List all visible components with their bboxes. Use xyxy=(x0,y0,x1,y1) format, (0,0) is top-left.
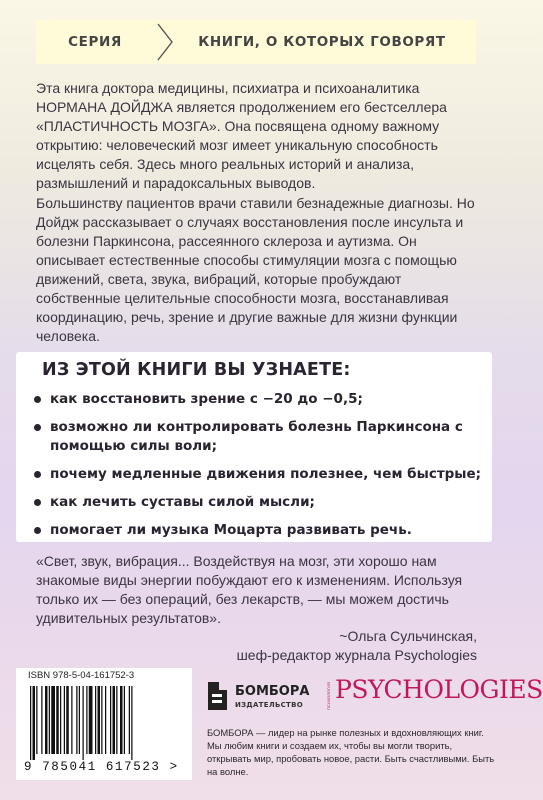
publisher-subtitle: ИЗДАТЕЛЬСТВО xyxy=(235,701,303,709)
publisher-name: БОМБОРА xyxy=(235,684,310,699)
series-label: СЕРИЯ xyxy=(68,34,122,50)
series-name: КНИГИ, О КОТОРЫХ ГОВОРЯТ xyxy=(198,34,446,50)
publisher-about: БОМБОРА — лидер на рынке полезных и вдохновляющих книг. Мы любим книги и создаем их, чтобы вы могли творить, открывать мир, пробовать новое, расти. Быть счастливыми. Быть на волне. xyxy=(207,727,495,777)
intro-paragraph-1: Эта книга доктора медицины, психиатра и психоаналитика НОРМАНА ДОЙДЖА является продолжением его бестселлера «ПЛАСТИЧНОСТЬ МОЗГА». Она посвящена одному важному открытию: человеческий мозг имеет уникальную способность исцелять себя. Здесь много реальных историй и анализа, размышлений и парадоксальных выводов. xyxy=(36,80,447,191)
chevron-right-icon xyxy=(154,20,176,64)
series-banner xyxy=(36,20,476,64)
review-quote: «Свет, звук, вибрация... Воздействуя на мозг, эти хорошо нам знакомые виды энергии побуждают его к изменениям. Используя только их — без операций, без лекарств, — мы можем достичь удивительных результатов». xyxy=(36,553,463,626)
learn-item: как лечить суставы силой мысли; xyxy=(34,493,484,512)
learn-item: почему медленные движения полезнее, чем быстрые; xyxy=(34,465,484,484)
learn-item: как восстановить зрение с −20 до −0,5; xyxy=(34,390,484,409)
bombora-logo-icon xyxy=(205,678,231,714)
partner-logo: PSYCHOLOGIES xyxy=(335,675,543,704)
partner-small-label: ПСИХОЛОГИЯ xyxy=(326,682,331,710)
quote-author-role: шеф-редактор журнала Psychologies xyxy=(236,647,477,663)
ean-digits: 9 785041 617523 > xyxy=(24,760,179,774)
learn-item: возможно ли контролировать болезнь Паркинсона с помощью силы воли; xyxy=(34,418,484,456)
quote-author: ~Ольга Сульчинская, xyxy=(339,628,477,644)
isbn-text: ISBN 978-5-04-161752-3 xyxy=(28,670,135,681)
learn-title: ИЗ ЭТОЙ КНИГИ ВЫ УЗНАЕТЕ: xyxy=(42,360,351,380)
learn-item: помогает ли музыка Моцарта развивать речь. xyxy=(34,521,484,540)
publisher-logos xyxy=(205,675,543,720)
learn-box xyxy=(16,352,492,542)
barcode-icon xyxy=(30,686,178,760)
intro-paragraph-2: Большинству пациентов врачи ставили безнадежные диагнозы. Но Дойдж рассказывает о случаях восстановления после инсульта и болезни Паркинсона, рассеянного склероза и аутизма. Он описывает естественные способы стимуляции мозга с помощью движений, света, звука, вибраций, которые пробуждают собственные целительные способности мозга, восстанавливая координацию, речь, зрение и другие важные для жизни функции человека. xyxy=(36,195,475,344)
barcode-box xyxy=(16,668,192,780)
learn-list xyxy=(34,390,484,540)
